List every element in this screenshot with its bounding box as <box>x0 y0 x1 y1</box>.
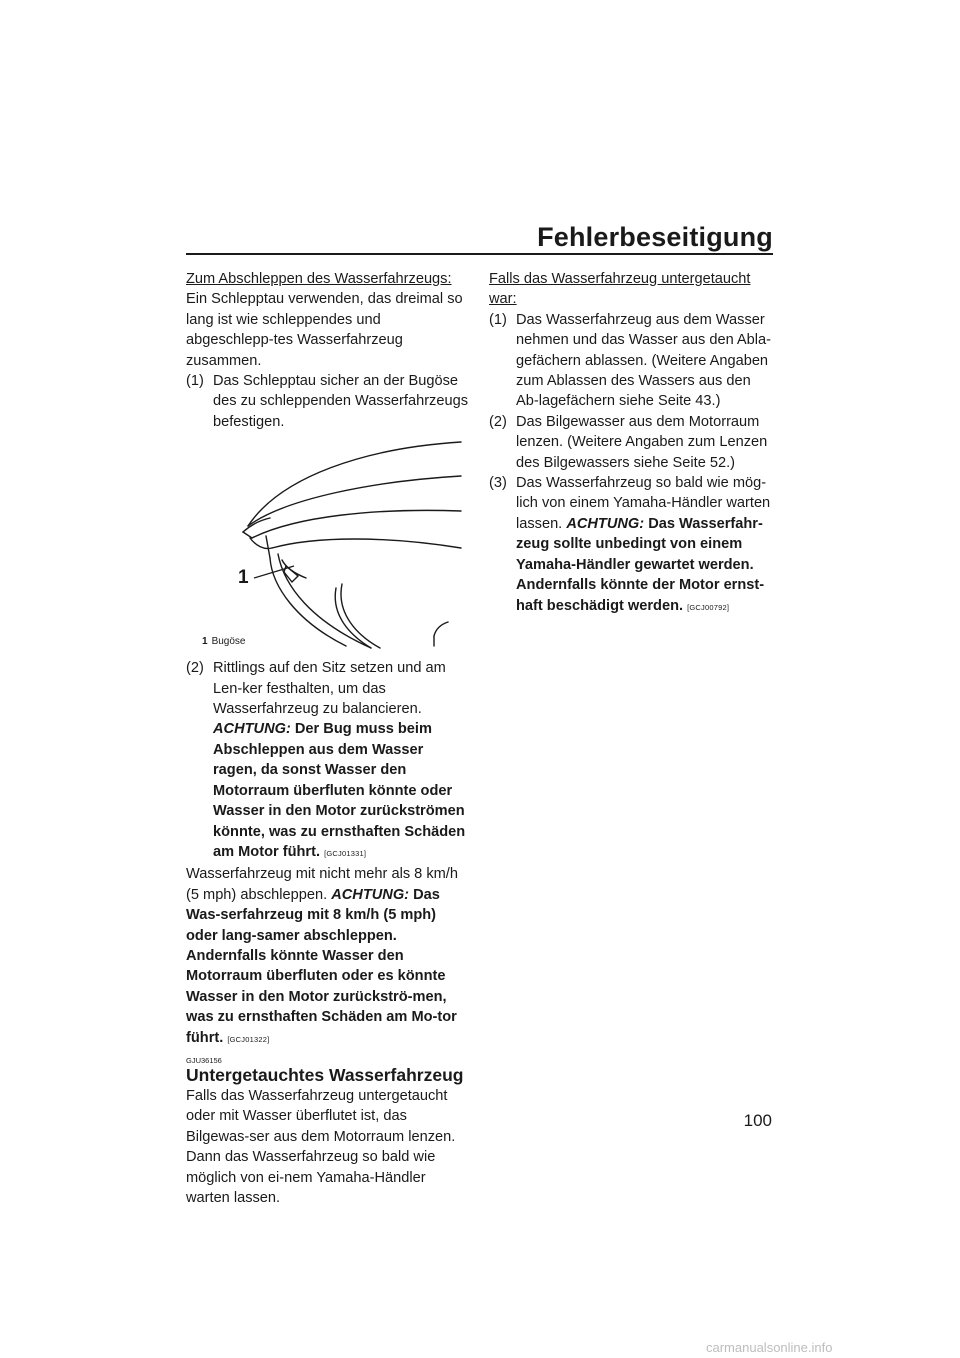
towing-step-1 <box>186 371 468 432</box>
towing-step-2 <box>186 658 468 864</box>
bow-eye-illustration <box>186 436 468 654</box>
step-number: (2) <box>489 413 507 430</box>
step-text: Das Wasserfahrzeug so bald wie mög-lich von einem Yamaha-Händler warten lassen. <box>516 475 771 532</box>
section-title: Untergetauchtes Wasserfahrzeug <box>186 1064 464 1085</box>
step-text: Rittlings auf den Sitz setzen und am Len-ker festhalten, um das Wasserfahrzeug zu balancieren. <box>213 660 446 718</box>
step-number: (1) <box>186 373 204 390</box>
step-number: (2) <box>186 660 204 677</box>
caution-text: Der Bug muss beim Abschleppen aus dem Wasser ragen, da sonst Wasser den Motorraum überfluten könnte oder Wasser in den Motor zurückströmen könnte, was zu ernsthaften Schäden am Motor führt. <box>213 721 466 860</box>
caution-text: Das Wasserfahr-zeug sollte unbedingt von einem Yamaha-Händler gewartet werden. Andernfalls könnte der Motor ernst-haft beschädigt werden. <box>516 515 765 614</box>
towing-intro: Ein Schlepptau verwenden, das dreimal so lang ist wie schleppendes und abgeschlepp-tes Wasserfahrzeug zusammen. <box>186 291 463 369</box>
submerged-step-1 <box>489 310 775 412</box>
step-text: Das Bilgewasser aus dem Motorraum lenzen. (Weitere Angaben zum Lenzen des Bilgewassers siehe Seite 52.) <box>516 413 768 471</box>
bow-eye-figure <box>186 436 468 654</box>
legend-number: 1 <box>202 636 208 648</box>
caution-text: Das Was-serfahrzeug mit 8 km/h (5 mph) oder lang-samer abschleppen. Andernfalls könnte Wasser den Motorraum überfluten oder es könnte Wasser in den Motor zurückströ-men, was zu ernsthaften Schäden am Mo-tor führt. <box>186 886 457 1046</box>
speed-text: Wasserfahrzeug mit nicht mehr als 8 km/h (5 mph) abschleppen. <box>186 866 458 903</box>
left-column <box>186 269 468 1208</box>
towing-heading: Zum Abschleppen des Wasserfahrzeugs: <box>186 271 452 287</box>
page-number: 100 <box>743 1111 772 1130</box>
caution-label: ACHTUNG: <box>213 721 291 738</box>
caution-code: [GCJ01331] <box>324 848 367 858</box>
header-divider <box>186 253 773 255</box>
caution-code: [GCJ01322] <box>227 1034 270 1044</box>
watermark-text: carmanualsonline.info <box>706 1340 833 1355</box>
submerged-heading: Falls das Wasserfahrzeug untergetaucht war: <box>489 271 751 308</box>
submerged-step-3 <box>489 473 775 618</box>
towing-speed-paragraph <box>186 864 468 1050</box>
caution-label: ACHTUNG: <box>566 515 645 532</box>
step-number: (3) <box>489 475 507 492</box>
legend-text: Bugöse <box>211 636 246 648</box>
step-text: Das Schlepptau sicher an der Bugöse des zu schleppenden Wasserfahrzeugs befestigen. <box>213 373 468 430</box>
step-number: (1) <box>489 311 507 328</box>
right-column <box>489 269 775 618</box>
submerged-step-2 <box>489 412 775 473</box>
section-code: GJU36156 <box>186 1055 222 1065</box>
caution-code: [GCJ00792] <box>687 602 730 612</box>
section-text: Falls das Wasserfahrzeug untergetaucht oder mit Wasser überflutet ist, das Bilgewas-ser aus dem Motorraum lenzen. Dann das Wasserfahrzeug so bald wie möglich von ei-nem Yamaha-Händler warten lassen. <box>186 1087 456 1206</box>
page-header-title: Fehlerbeseitigung <box>537 222 773 252</box>
figure-callout-1: 1 <box>238 567 249 589</box>
figure-legend <box>202 632 245 652</box>
caution-label: ACHTUNG: <box>331 886 410 903</box>
step-text: Das Wasserfahrzeug aus dem Wasser nehmen und das Wasser aus den Abla-gefächern ablassen. (Weitere Angaben zum Ablassen des Wassers aus den Ab-lagefächern siehe Seite 43.) <box>516 311 772 410</box>
